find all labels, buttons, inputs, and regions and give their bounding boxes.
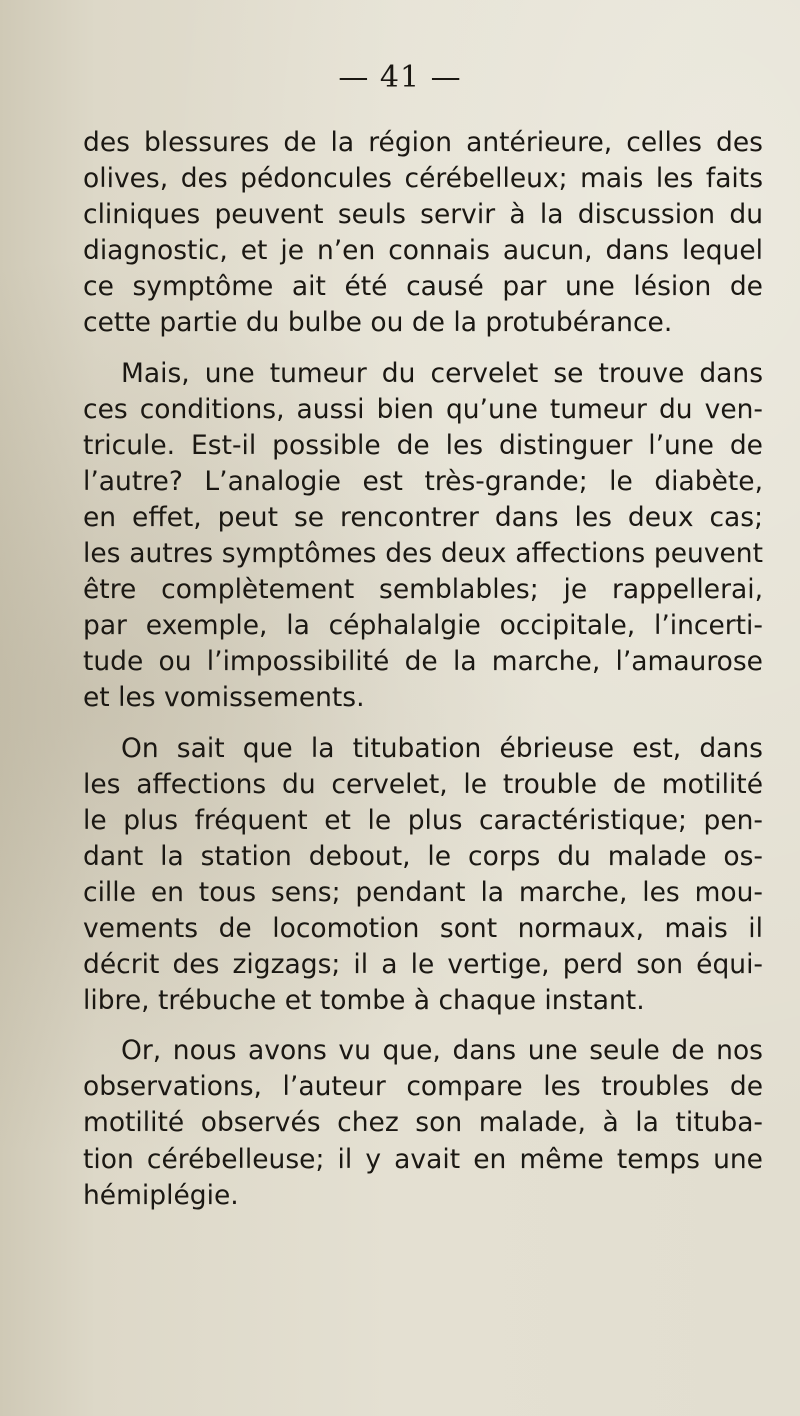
text-line: et les vomissements.: [83, 682, 365, 714]
paragraph: [83, 1033, 763, 1213]
paragraph-gap: [83, 342, 763, 356]
text-line: des blessures de la région antérieure, celles des: [83, 127, 763, 158]
paragraph-gap: [83, 717, 763, 731]
text-line: Or, nous avons vu que, dans une seule de nos: [121, 1035, 763, 1067]
text-line: être complètement semblables; je rappellerai,: [83, 574, 763, 606]
text-line: diagnostic, et je n’en connais aucun, dans lequel: [83, 235, 763, 267]
text-line: décrit des zigzags; il a le vertige, perd son équi-: [83, 949, 763, 981]
text-line: tricule. Est-il possible de les distinguer l’une de: [83, 429, 763, 461]
text-line: tion cérébelleuse; il y avait en même temps une: [83, 1143, 763, 1175]
paragraph-gap: [83, 1019, 763, 1033]
text-line: tude ou l’impossibilité de la marche, l’amaurose: [83, 646, 763, 678]
text-line: cette partie du bulbe ou de la protubérance.: [83, 307, 673, 339]
page-number: — 41 —: [338, 60, 462, 95]
text-line: Mais, une tumeur du cervelet se trouve dans: [121, 357, 763, 389]
text-line: cliniques peuvent seuls servir à la discussion du: [83, 199, 763, 231]
text-line: vements de locomotion sont normaux, mais il: [83, 912, 763, 944]
paragraph: [83, 731, 763, 1020]
text-line: olives, des pédoncules cérébelleux; mais les faits: [83, 163, 763, 195]
text-line: observations, l’auteur compare les troubles de: [83, 1071, 763, 1103]
text-line: les affections du cervelet, le trouble de motilité: [83, 768, 763, 800]
text-line: motilité observés chez son malade, à la tituba-: [83, 1107, 763, 1139]
text-line: dant la station debout, le corps du malade os-: [83, 840, 763, 872]
text-line: ces conditions, aussi bien qu’une tumeur du ven-: [83, 393, 763, 425]
text-line: libre, trébuche et tombe à chaque instant.: [83, 985, 645, 1017]
text-line: On sait que la titubation ébrieuse est, dans: [121, 732, 763, 764]
text-line: hémiplégie.: [83, 1179, 239, 1211]
text-line: l’autre? L’analogie est très-grande; le diabète,: [83, 465, 763, 497]
paragraph: [83, 125, 763, 342]
body-text: [83, 125, 763, 1214]
text-line: ce symptôme ait été causé par une lésion de: [83, 271, 763, 303]
text-line: par exemple, la céphalalgie occipitale, l’incerti-: [83, 610, 763, 642]
text-line: en effet, peut se rencontrer dans les deux cas;: [83, 501, 763, 533]
text-line: cille en tous sens; pendant la marche, les mou-: [83, 876, 763, 908]
text-line: le plus fréquent et le plus caractéristique; pen-: [83, 804, 763, 836]
paragraph: [83, 356, 763, 717]
text-line: les autres symptômes des deux affections peuvent: [83, 538, 763, 570]
